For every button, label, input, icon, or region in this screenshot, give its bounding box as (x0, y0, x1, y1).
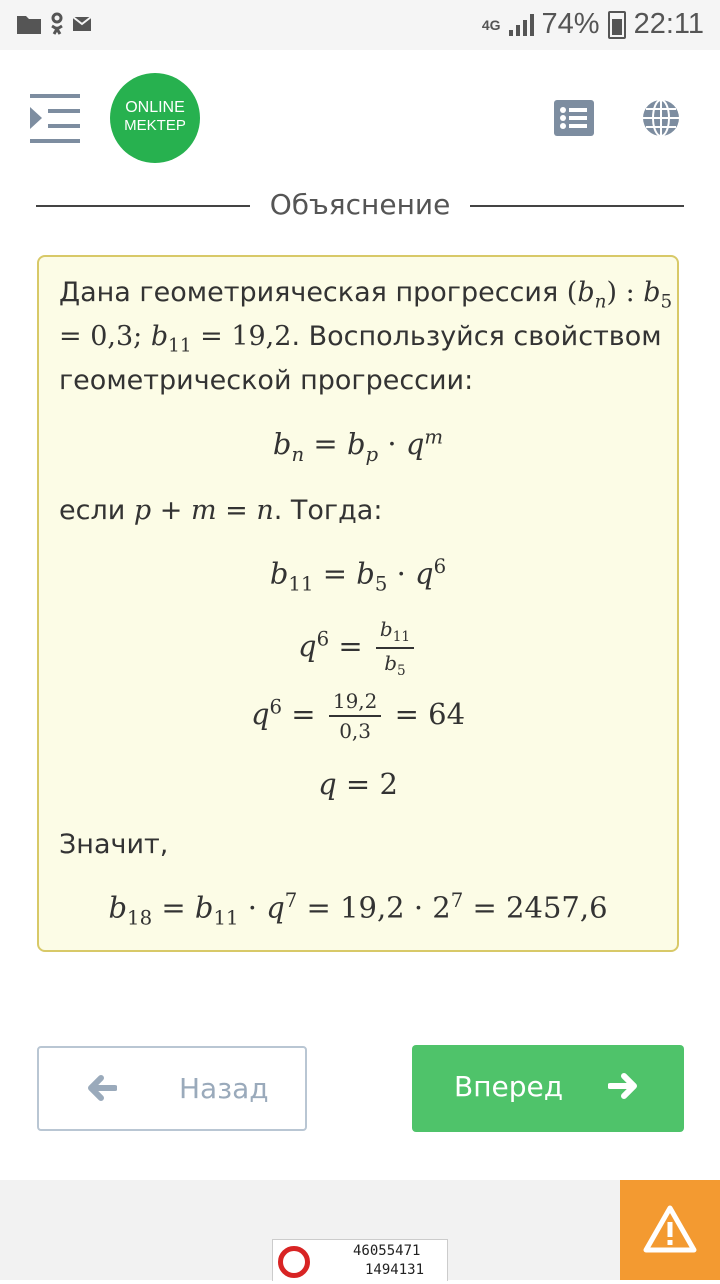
explanation-box (37, 255, 679, 952)
clock: 22:11 (633, 8, 704, 40)
formula-b11: $b_{11} = b_5 \cdot q^6$ (269, 555, 447, 596)
q-value: 2 (379, 767, 398, 801)
mail-icon (72, 16, 92, 32)
result-b11: 19,2 (340, 890, 405, 925)
battery-icon (608, 11, 626, 39)
arrow-left-icon (87, 1074, 117, 1102)
ad-banner[interactable] (272, 1239, 448, 1281)
back-button[interactable] (37, 1046, 307, 1131)
report-button[interactable] (620, 1180, 720, 1280)
warning-icon (620, 1180, 720, 1280)
condition-suffix: . Тогда: (273, 495, 383, 526)
fraction-numerator: 19,2 (329, 689, 382, 717)
explanation-line2: = 0,3; $b_{11} = 19,2$. Воспользуйся свойством (59, 321, 662, 357)
b5-value: 0,3 (90, 321, 134, 352)
condition-line: если p + m = n. Тогда: (59, 495, 383, 526)
formula-q6-value: $q^6$ = $\frac{19,2}{0,3}$ = 64 (250, 689, 466, 743)
intro-text: Дана геометрияческая прогрессия (59, 277, 559, 308)
signal-icon (509, 14, 534, 36)
status-notifications (16, 12, 92, 36)
fraction-denominator: 0,3 (339, 719, 372, 743)
battery-percent: 74% (541, 8, 600, 40)
ratio-value: 64 (428, 697, 466, 731)
divider-right (470, 205, 684, 207)
arrow-right-icon (608, 1072, 638, 1100)
formula-result: $b_{18} = b_{11} \cdot q^7 = 19,2 \cdot 2^7 = 2457,6$ (108, 889, 608, 930)
b11-value: 19,2 (231, 321, 292, 352)
formula-q6-fraction: $q^6$ = $\frac{b_{11}}{b_5}$ (39, 617, 677, 679)
menu-collapse-icon[interactable] (30, 94, 82, 144)
status-bar (0, 0, 720, 50)
logo-line1: ONLINE (125, 99, 185, 116)
property-line2: геометрической прогрессии: (59, 365, 474, 396)
globe-icon[interactable] (641, 98, 681, 138)
section-title: Объяснение (269, 188, 451, 221)
section-header (36, 186, 684, 226)
list-icon[interactable] (554, 100, 594, 136)
ad-number2: 1494131 (365, 1262, 425, 1278)
formula-q: q = 2 (318, 767, 398, 801)
status-indicators (482, 8, 704, 41)
back-button-label: Назад (179, 1072, 269, 1105)
forward-button-label: Вперед (454, 1070, 564, 1103)
explanation-intro: Дана геометрияческая прогрессия $(b_n)$ : $b_5$ (59, 277, 673, 313)
therefore-text: Значит, (59, 829, 169, 860)
forward-button[interactable] (412, 1045, 684, 1132)
condition-prefix: если (59, 495, 126, 526)
result-value: 2457,6 (506, 890, 608, 925)
online-mektep-logo[interactable] (110, 73, 200, 163)
ok-icon (50, 12, 64, 36)
ad-number1: 46055471 (353, 1243, 421, 1259)
ad-logo-icon (278, 1246, 310, 1278)
property-text: . Воспользуйся свойством (291, 321, 662, 352)
logo-line2: MEKTEP (124, 117, 186, 134)
network-type: 4G (481, 16, 501, 33)
folder-icon (16, 13, 42, 35)
formula-property: $b_n = b_p \cdot q^m$ (272, 425, 444, 466)
